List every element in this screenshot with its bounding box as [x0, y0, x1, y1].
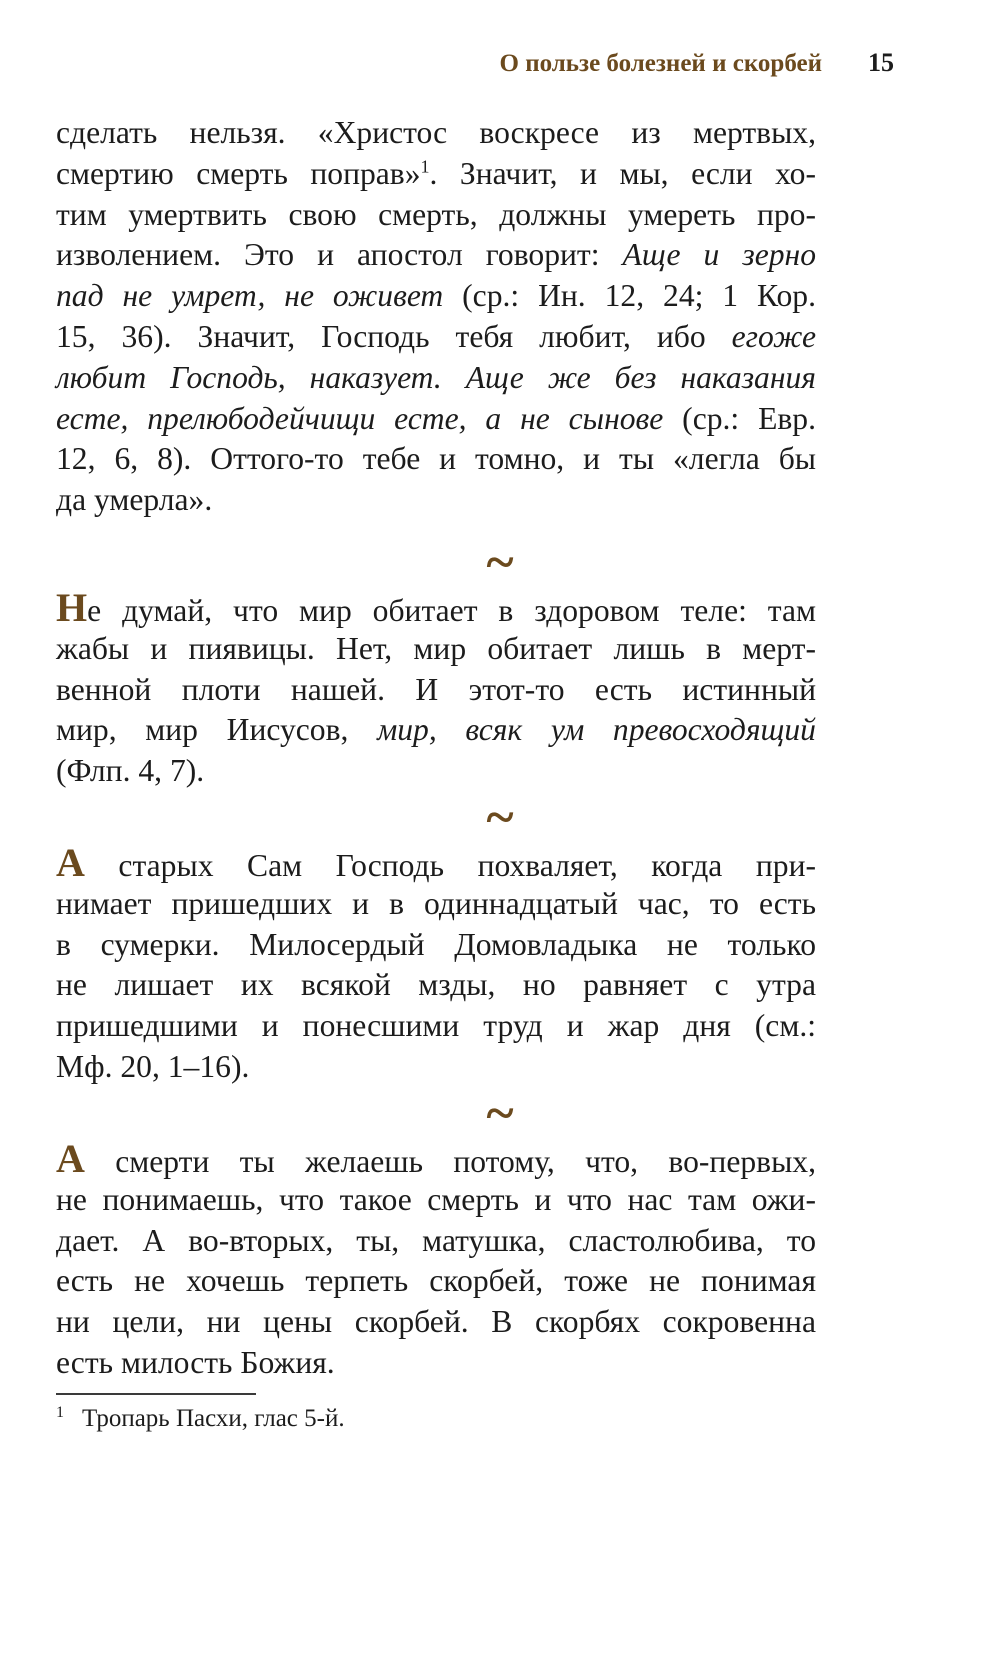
text-line	[56, 358, 816, 399]
text-line: 12, 6, 8). Оттого-то тебе и томно, и ты «легла бы	[56, 441, 816, 477]
text-line: есте, прелюбодейчищи есте, а не сынове (ср.: Евр.	[56, 400, 816, 436]
text-line: смертию смерть поправ»$^1$. Значит, и мы, если хо-	[56, 155, 816, 191]
text-line: в сумерки. Милосердый Домовладыка не только	[56, 926, 816, 962]
text-line: нимает пришедших и в одиннадцатый час, то есть	[56, 885, 816, 921]
scripture-quote: Аще и зерно	[622, 237, 816, 273]
text-line: не понимаешь, что такое смерть и что нас там ожи-	[56, 1181, 816, 1217]
running-title: О пользе болезней и скорбей	[499, 50, 822, 77]
text-line: да умерла».	[56, 482, 213, 518]
text-line: венной плоти нашей. И этот-то есть истинный	[56, 671, 816, 707]
text-line: тим умертвить свою смерть, должны умереть про-	[56, 196, 816, 232]
scripture-quote: пад не умрет, не оживет	[56, 278, 444, 314]
scripture-quote: мир, всяк ум превосходящий	[377, 712, 816, 748]
footnote-text: Тропарь Пасхи, глас 5-й.	[82, 1405, 345, 1432]
page-number: 15	[868, 48, 894, 77]
text-line: пришедшими и понесшими труд и жар дня (см.:	[56, 1008, 816, 1044]
tilde-ornament: ~	[486, 534, 514, 591]
text-line: А смерти ты желаешь потому, что, во-первых,	[56, 1136, 816, 1181]
text-line: (Флп. 4, 7).	[56, 753, 205, 789]
text-line: ни цели, ни цены скорбей. В скорбях сокровенна	[56, 1304, 816, 1340]
text-line: есть не хочешь терпеть скорбей, тоже не понимая	[56, 1263, 816, 1299]
paragraph	[56, 840, 816, 1088]
text-line: мир, мир Иисусов, мир, всяк ум превосходящий	[56, 712, 816, 748]
footnote-divider	[56, 1393, 256, 1395]
drop-cap: А	[56, 1136, 85, 1181]
text-line: есть милость Божия.	[56, 1344, 335, 1380]
scripture-quote: егоже	[731, 318, 816, 354]
text-line: 15, 36). Значит, Господь тебя любит, ибо егоже	[56, 318, 816, 354]
footnote-mark: 1	[56, 1403, 64, 1421]
paragraph	[56, 1136, 816, 1384]
paragraph-continuation	[56, 113, 816, 521]
text-line: не лишает их всякой мзды, но равняет с утра	[56, 967, 816, 1003]
text-line: изволением. Это и апостол говорит: Аще и зерно	[56, 237, 816, 273]
scripture-quote: есте, прелюбодейчищи есте, а не сынове	[56, 400, 664, 436]
footnote-ref: 1	[420, 156, 430, 177]
text-line: жабы и пиявицы. Нет, мир обитает лишь в мерт-	[56, 630, 816, 666]
text-line: пад не умрет, не оживет (ср.: Ин. 12, 24; 1 Кор.	[56, 278, 816, 314]
footnote	[56, 1404, 345, 1434]
tilde-ornament: ~	[486, 1085, 514, 1142]
scripture-quote: любит Господь, наказует. Аще же без наказания	[56, 359, 816, 395]
running-head	[0, 46, 1000, 86]
drop-cap: А	[56, 840, 85, 885]
text-line: Не думай, что мир обитает в здоровом теле: там	[56, 585, 816, 630]
text-line: дает. А во-вторых, ты, матушка, сластолюбива, то	[56, 1222, 816, 1258]
paragraph	[56, 585, 816, 792]
tilde-ornament: ~	[486, 789, 514, 846]
drop-cap: Н	[56, 585, 88, 630]
text-line: сделать нельзя. «Христос воскресе из мертвых,	[56, 115, 816, 150]
text-line: Мф. 20, 1–16).	[56, 1048, 250, 1084]
text-line: А старых Сам Господь похваляет, когда при-	[56, 840, 816, 885]
